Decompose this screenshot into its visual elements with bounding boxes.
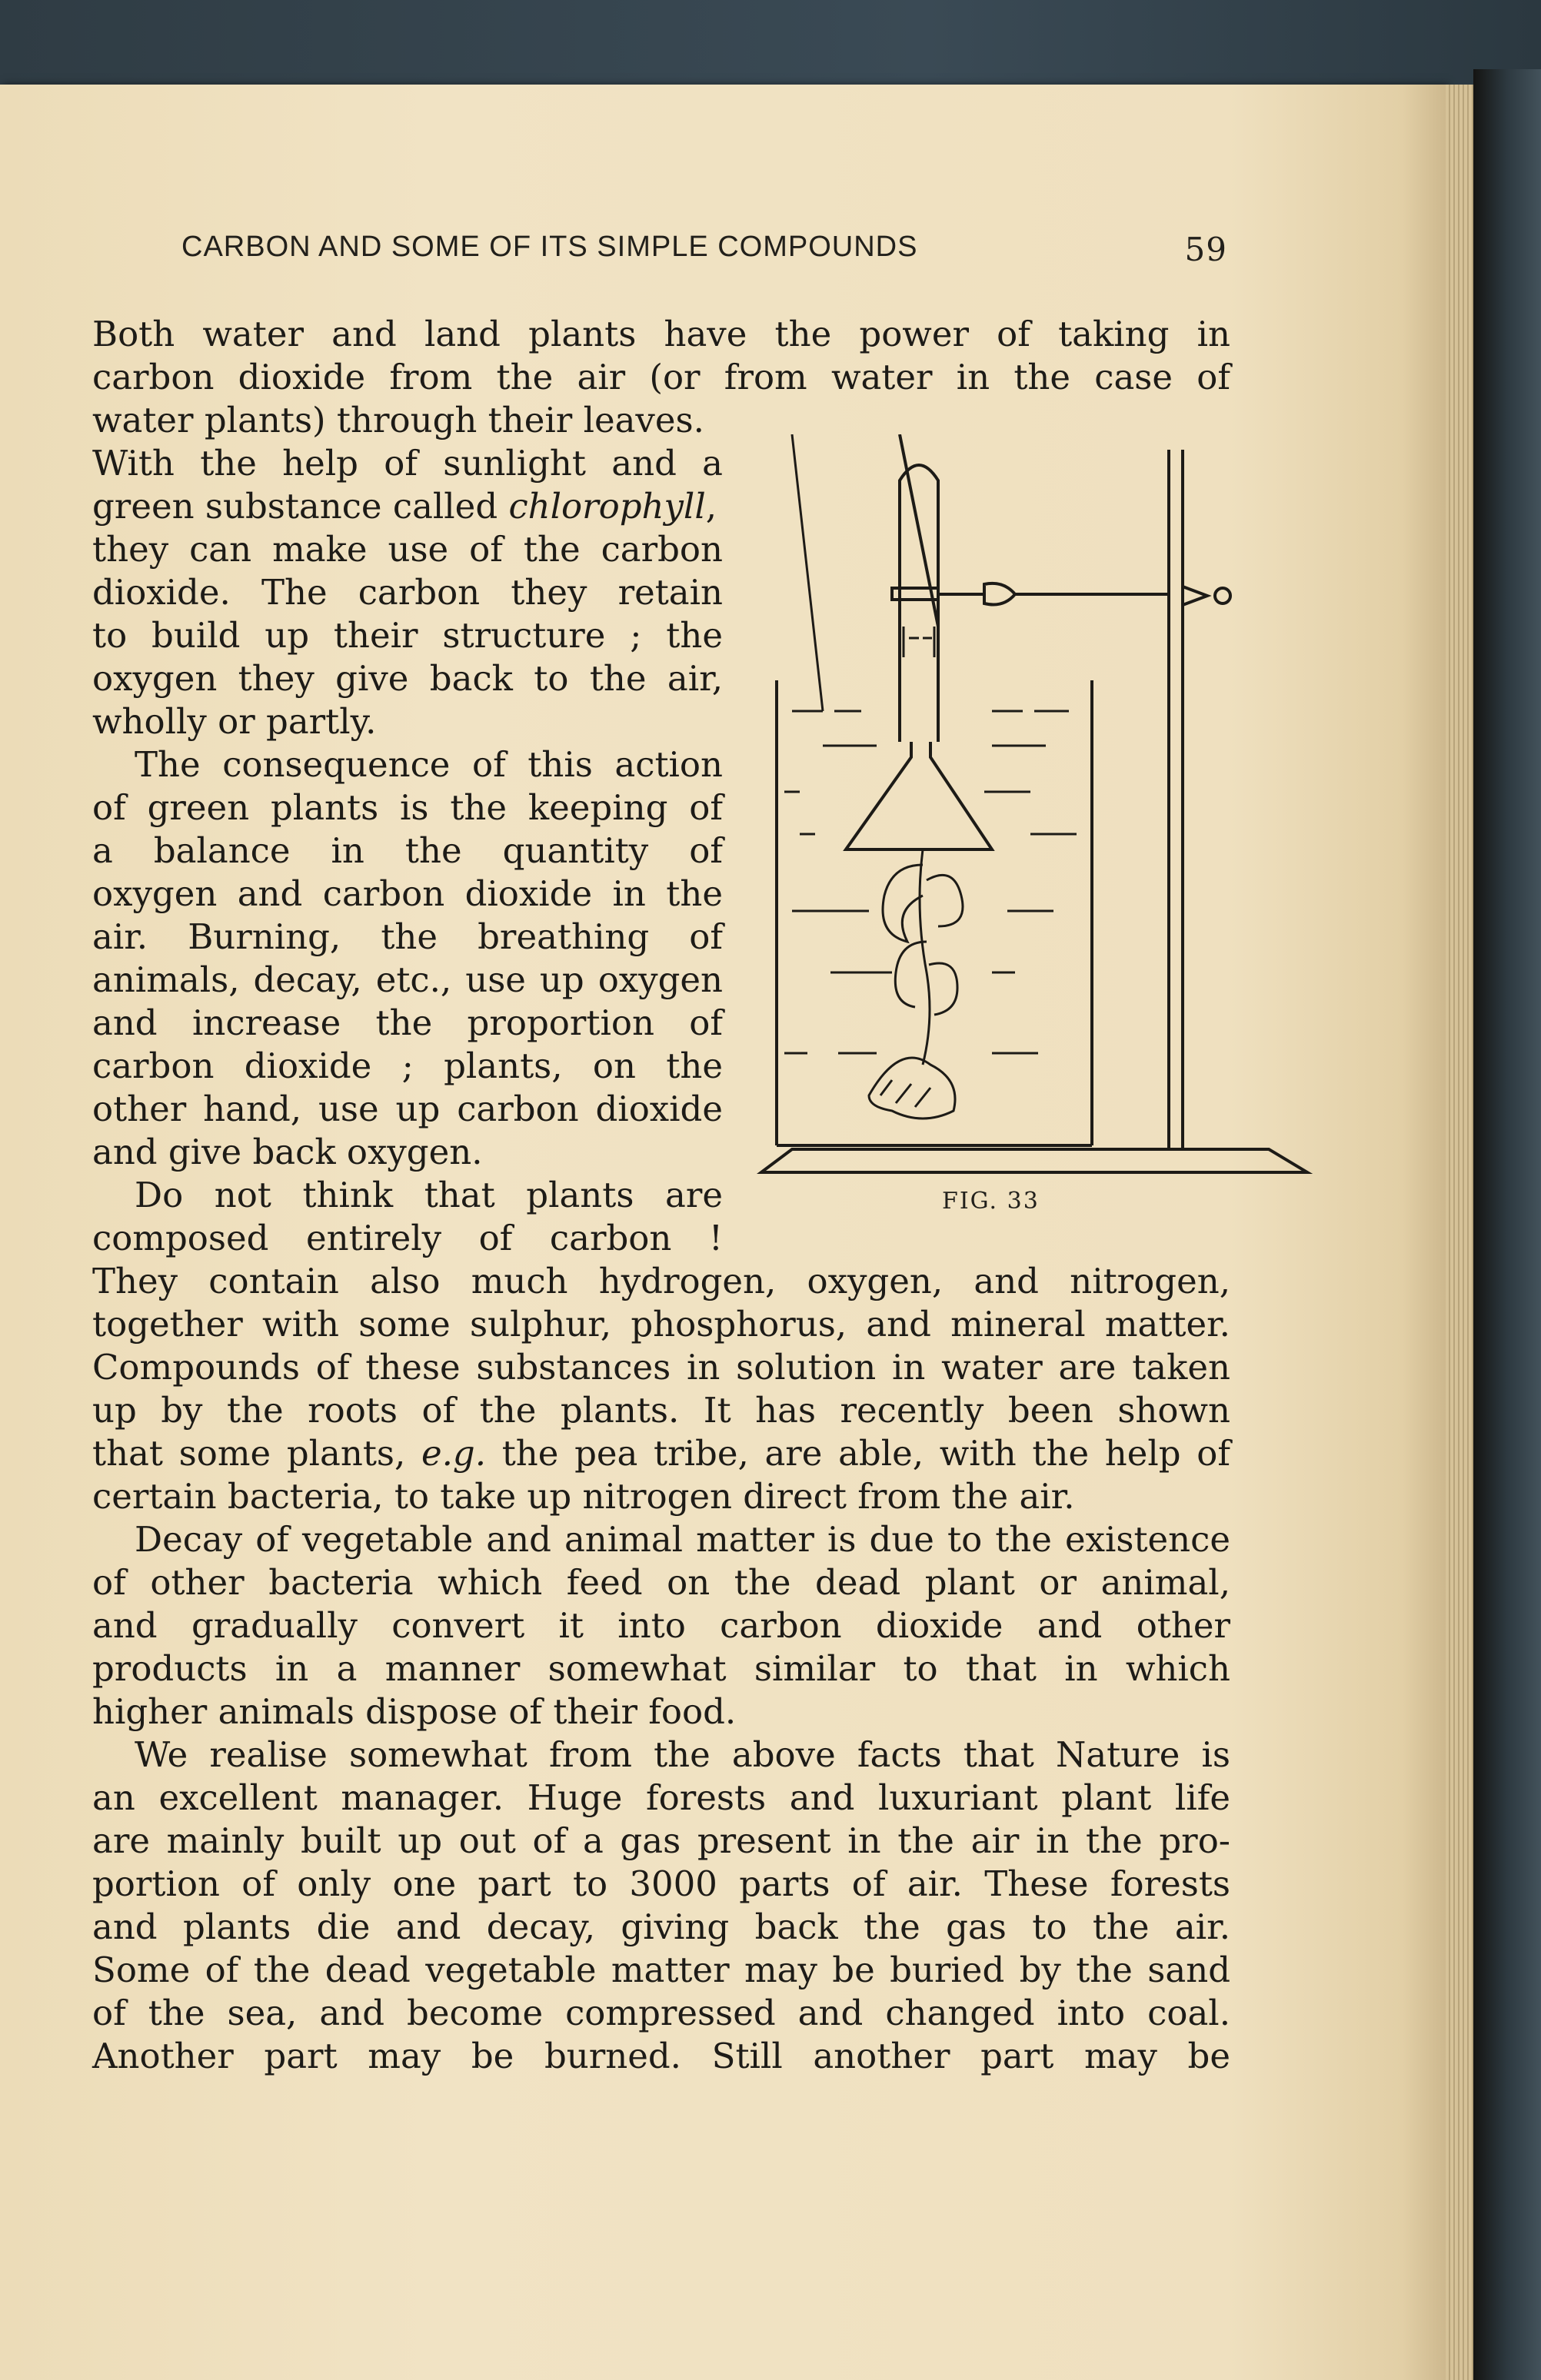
running-header: [181, 231, 1227, 277]
figure-caption: FIG. 33: [942, 1188, 1040, 1215]
text-line: certain bacteria, to take up nitrogen direct from the air.: [92, 1476, 1075, 1517]
text-line: air. Burning, the breathing of: [92, 916, 723, 957]
text-line: they can make use of the carbon: [92, 529, 723, 570]
text-line: water plants) through their leaves.: [92, 400, 704, 440]
text-line: We realise somewhat from the above facts that Nature is: [135, 1734, 1230, 1775]
text-line: up by the roots of the plants. It has recently been shown: [92, 1390, 1230, 1431]
text-line: other hand, use up carbon dioxide: [92, 1089, 723, 1129]
figure-33-apparatus: [738, 434, 1323, 1211]
text-line: of other bacteria which feed on the dead plant or animal,: [92, 1562, 1230, 1603]
text-line: of the sea, and become compressed and changed into coal.: [92, 1993, 1230, 2033]
text-line: Compounds of these substances in solution in water are taken: [92, 1347, 1230, 1388]
text-line: oxygen they give back to the air,: [92, 658, 723, 699]
text-line: carbon dioxide from the air (or from water in the case of: [92, 357, 1230, 397]
text-line: products in a manner somewhat similar to that in which: [92, 1648, 1230, 1689]
funnel: [846, 742, 992, 849]
text-line: green substance called chlorophyll,: [92, 486, 717, 527]
page-number: 59: [1184, 231, 1227, 268]
text-line: Both water and land plants have the power of taking in: [92, 314, 1230, 354]
text-line: are mainly built up out of a gas present in the air in the pro-: [92, 1820, 1230, 1861]
text-line: and gradually convert it into carbon dioxide and other: [92, 1605, 1230, 1646]
beaker: [777, 680, 1092, 1145]
text-line: an excellent manager. Huge forests and luxuriant plant life: [92, 1777, 1230, 1818]
text-line: composed entirely of carbon !: [92, 1218, 723, 1258]
text-line: Decay of vegetable and animal matter is due to the existence: [135, 1519, 1230, 1560]
text-line: a balance in the quantity of: [92, 830, 723, 871]
water-plant: [869, 849, 963, 1119]
text-line: The consequence of this action: [135, 744, 723, 785]
text-line: With the help of sunlight and a: [92, 443, 723, 484]
text-line: dioxide. The carbon they retain: [92, 572, 723, 613]
text-line: and plants die and decay, giving back the gas to the air.: [92, 1906, 1230, 1947]
text-line: Do not think that plants are: [135, 1175, 723, 1215]
text-line: wholly or partly.: [92, 701, 377, 742]
text-line: together with some sulphur, phosphorus, and mineral matter.: [92, 1304, 1230, 1345]
page-edges: [1446, 85, 1473, 2380]
text-line: animals, decay, etc., use up oxygen: [92, 959, 723, 1000]
running-title: CARBON AND SOME OF ITS SIMPLE COMPOUNDS: [181, 231, 918, 263]
text-line: and give back oxygen.: [92, 1132, 483, 1172]
text-line: portion of only one part to 3000 parts of air. These forests: [92, 1863, 1230, 1904]
tube-gas-level: [904, 627, 934, 657]
text-line: of green plants is the keeping of: [92, 787, 723, 828]
text-line: They contain also much hydrogen, oxygen, and nitrogen,: [92, 1261, 1230, 1301]
text-line: carbon dioxide ; plants, on the: [92, 1045, 723, 1086]
text-line: oxygen and carbon dioxide in the: [92, 873, 723, 914]
text-line: that some plants, e.g. the pea tribe, are able, with the help of: [92, 1433, 1231, 1474]
text-line: to build up their structure ; the: [92, 615, 723, 656]
clamp-screw: [1215, 588, 1230, 603]
text-line: and increase the proportion of: [92, 1002, 723, 1043]
text-line: Another part may be burned. Still another part may be: [92, 2036, 1230, 2076]
stand-base: [761, 1149, 1307, 1172]
text-line: higher animals dispose of their food.: [92, 1691, 737, 1732]
book-spine: [1473, 69, 1541, 2380]
text-line: Some of the dead vegetable matter may be buried by the sand: [92, 1950, 1230, 1990]
